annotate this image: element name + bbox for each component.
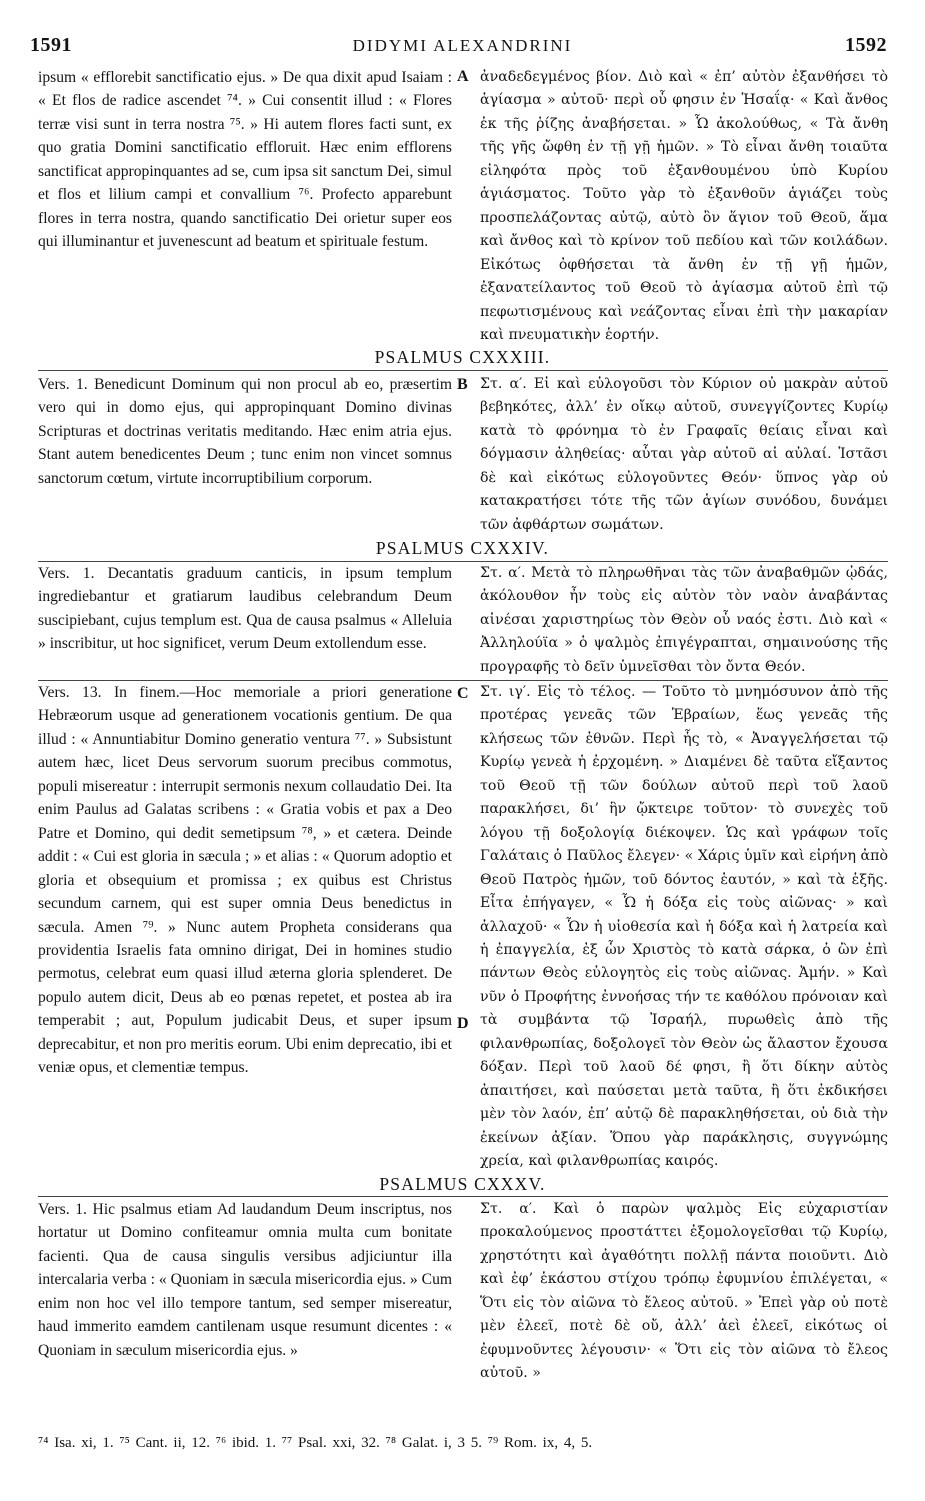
latin-paragraph: Vers. 1. Benedicunt Dominum qui non procul ab eo, præsertim vero qui in domo ejus, qui appropinquant Domino divinas Scripturas et doctrinas veritatis meditando. Hæc enim atria ejus. Stant autem benedicentes Deum ; tunc enim non vincet somnus sanctorum cœtum, virtute incorruptibilium corporum. <box>38 376 452 487</box>
section-divider <box>38 1196 888 1197</box>
greek-paragraph: ἀναδεδεγμένος βίον. Διὸ καὶ « ἐπ’ αὐτὸν ἐξανθήσει τὸ ἁγίασμα » αὐτοῦ· περὶ οὗ φησιν ἐν Ἡσαΐᾳ· « Καὶ ἄνθος ἐκ τῆς ῥίζης ἀναβήσεται. » Ὧ ἀκολούθως, « Τὰ ἄνθη τῆς γῆς ὤφθη ἐν τῇ γῇ ἡμῶν. » Τὸ εἶναι ἄνθη τοιαῦτα εἰληφότα πρὸς τοῦ ἐξανθουμένου ὑπὸ Κυρίου ἁγιάσματος. Τοῦτο γὰρ τὸ ἐξανθοῦν ἁγιάζει τοὺς προσπελάζοντας αὐτῷ, αὐτὸ ὂν ἅγιον τοῦ Θεοῦ, ἅμα καὶ ἄνθος καὶ τὸ κρίνον τοῦ πεδίου καὶ τῶν κοιλάδων. Εἰκότως ὀφθήσεται τὰ ἄνθη ἐν τῇ γῇ ἡμῶν, ἐξανατείλαντος τοῦ Θεοῦ τὸ ἁγίασμα αὐτοῦ ἐπὶ τῷ πεφωτισμένους καὶ νεάζοντας εἶναι ἐπὶ τὴν μακαρίαν καὶ πνευματικὴν ἑορτήν. <box>480 69 888 343</box>
psalm-133-title: PSALMUS CXXXIII. <box>374 347 551 367</box>
greek-column-continuation <box>480 66 888 350</box>
greek-column-psalm-134-verse-13 <box>480 681 888 1171</box>
footnotes: ⁷⁴ Isa. xi, 1. ⁷⁵ Cant. ii, 12. ⁷⁶ ibid. 1. ⁷⁷ Psal. xxi, 32. ⁷⁸ Galat. i, 3 5. ⁷⁹ Rom. ix, 4, 5. <box>38 1435 593 1451</box>
greek-paragraph: Στ. α′. Εἰ καὶ εὐλογοῦσι τὸν Κύριον οὐ μακρὰν αὐτοῦ βεβηκότες, ἀλλ’ ἐν οἴκῳ αὐτοῦ, συνεγγίζοντες Κυρίῳ κατὰ τὸ φρόνημα τὸ ἐν Γραφαῖς θείαις εἶναι καὶ δόγμασιν ἀληθείας· αὗται γὰρ αὐτοῦ αἱ αὐλαί. Ἱστᾶσι δὲ καὶ εἰκότως εὐλογοῦντες Θεόν· ὕπνος γὰρ οὐ κατακρατήσει τότε τῆς τῶν ἁγίων συνόδου, δυνάμει τῶν ἀφθάρτων σωμάτων. <box>480 376 888 533</box>
margin-letter-c: C <box>457 685 469 702</box>
right-page-number: 1592 <box>845 34 887 56</box>
greek-paragraph: Στ. α′. Μετὰ τὸ πληρωθῆναι τὰς τῶν ἀναβαθμῶν ᾠδάς, ἀκόλουθον ἦν τοὺς εἰς αὐτὸν τὸν ναὸν ἀναβάντας αἰνέσαι χαριστηρίως τὸν Θεὸν οὗ ναός ἐστι. Διὸ καὶ « Ἀλληλούϊα » ὁ ψαλμὸς ἐπιγέγραπται, σημαινούσης τῆς προγραφῆς τὸ δεῖν ὑμνεῖσθαι τὸν ὄντα Θεόν. <box>480 565 888 675</box>
latin-paragraph: Vers. 13. In finem.—Hoc memoriale a priori generatione Hebræorum usque ad generationem vocationis gentium. De qua illud : « Annuntiabitur Domino generatio ventura ⁷⁷. » Subsistunt autem hæc, licet Deus servorum suorum precibus commotus, populi misereatur : interrupit sermonis nexum collaudatio Dei. Ita enim Paulus ad Galatas scribens : « Gratia vobis et pax a Deo Patre et Domino, qui dedit semetipsum ⁷⁸, » et cætera. Deinde addit : « Cui est gloria in sæcula ; » et alias : « Quorum adoptio et gloria et obsequium et promissa ; ex quibus est Christus secundum carnem, qui est super omnia Deus benedictus in sæcula. Amen ⁷⁹. » Nunc autem Propheta considerans qua providentia Israelis fata omnino dirigat, Dei in homines studio permotus, celebrat eum quasi illud æterna gloria splenderet. De populo autem dicit, Deus ab eo pœnas repetet, et postea ab ira temperabit ; aut, Populum judicabit Deus, et super ipsum deprecabitur, et non pro meritis eorum. Ubi enim deprecatio, ibi et veniæ opus, et clementiæ tempus. <box>38 684 452 1077</box>
left-page-number: 1591 <box>30 34 72 56</box>
greek-paragraph: Στ. α′. Καὶ ὁ παρὼν ψαλμὸς Εἰς εὐχαριστίαν προκαλούμενος προστάττει ἐξομολογεῖσθαι τῷ Κυρίῳ, χρηστότητι καὶ ἀγαθότητι πολλῇ πάντα ποιοῦντι. Διὸ καὶ ἐφ’ ἑκάστου στίχου τρόπῳ ἐφυμνίου ἐπιλέγεται, « Ὅτι εἰς τὸν αἰῶνα τὸ ἔλεος αὐτοῦ. » Ἐπεὶ γὰρ οὐ ποτὲ μὲν ἐλεεῖ, ποτὲ δὲ οὔ, ἀλλ’ ἀεὶ ἐλεεῖ, εἰκότως οἱ ἐφυμνοῦντες λέγουσιν· « Ὅτι εἰς τὸν αἰῶνα τὸ ἔλεος αὐτοῦ. » <box>480 1201 888 1382</box>
margin-letter-a: A <box>457 68 469 85</box>
psalm-134-title: PSALMUS CXXXIV. <box>375 538 550 558</box>
latin-column-continuation <box>38 66 452 326</box>
latin-column-psalm-134-verse-13 <box>38 681 452 1171</box>
greek-paragraph: Στ. ιγ′. Εἰς τὸ τέλος. — Τοῦτο τὸ μνημόσυνον ἀπὸ τῆς προτέρας γενεᾶς τῶν Ἑβραίων, ἕως γενεᾶς τῆς κλήσεως τῶν ἐθνῶν. Περὶ ἧς τὸ, « Ἀναγγελήσεται τῷ Κυρίῳ γενεὰ ἡ ἐρχομένη. » Διαμένει δὲ ταῦτα εἴξαντος τοῦ Θεοῦ τῇ τῶν δούλων αὐτοῦ περὶ τοῦ λαοῦ παρακλήσει, δι’ ἣν ᾤκτειρε τοῦτον· τὸ συνεχὲς τοῦ λόγου τῇ δοξολογίᾳ διέκοψεν. Ὡς καὶ γράφων τοῖς Γαλάταις ὁ Παῦλος ἔλεγεν· « Χάρις ὑμῖν καὶ εἰρήνη ἀπὸ Θεοῦ Πατρὸς ἡμῶν, τοῦ δόντος ἑαυτόν, » καὶ τὰ ἑξῆς. Εἶτα ἐπήγαγεν, « Ὧ ἡ δόξα εἰς τοὺς αἰῶνας· » καὶ ἀλλαχοῦ· « Ὧν ἡ υἱοθεσία καὶ ἡ δόξα καὶ ἡ λατρεία καὶ ἡ ἐπαγγελία, ἐξ ὧν Χριστὸς τὸ κατὰ σάρκα, ὁ ὢν ἐπὶ πάντων Θεὸς εὐλογητὸς εἰς τοὺς αἰῶνας. Ἀμήν. » Καὶ νῦν ὁ Προφήτης ἐννοήσας τήν τε καθόλου πρόνοιαν καὶ τὰ συμβάντα τῷ Ἰσραήλ, πυρωθεὶς ἀπὸ τῆς φιλανθρωπίας, δοξολογεῖ τὸν Θεὸν ὡς ἄλαστον ἔχουσα δόξαν. Περὶ τοῦ λαοῦ δέ φησι, ἢ ὅτι δίκην αὐτὸς ἀπαιτήσει, καὶ παύσεται μετὰ ταῦτα, ἢ ὅτι ἐκδικήσει μὲν τὸν λαόν, ἐπ’ αὐτῷ δὲ παρακληθήσεται, οὐ διὰ τὴν ἐκείνων ἀξίαν. Ὅπου γὰρ παράκλησις, συγγνώμης χρεία, καὶ φιλανθρωπίας καιρός. <box>480 684 888 1170</box>
margin-letter-b: B <box>457 376 468 393</box>
latin-column-psalm-133 <box>38 373 452 539</box>
latin-column-psalm-135 <box>38 1198 452 1410</box>
psalm-135-title: PSALMUS CXXXV. <box>379 1174 546 1194</box>
latin-paragraph: ipsum « efflorebit sanctificatio ejus. » De qua dixit apud Isaiam : « Et flos de radice ascendet ⁷⁴. » Cui consentit illud : « Flores terræ visi sunt in terra nostra ⁷⁵. » Hi autem flores facti sunt, ex quo gratia Domini sanctificatio effloruit. Hæc enim efflorens sanctificat appropinquantes ad se, cum ipsa sit sanctum Dei, simul et flos et lilium campi et convallium ⁷⁶. Profecto apparebunt flores in terra nostra, quando sanctificatio Dei orietur super eos qui illuminantur et juvenescunt ad beatum et spirituale festum. <box>38 69 452 251</box>
latin-paragraph: Vers. 1. Decantatis graduum canticis, in ipsum templum ingrediebantur et gratiarum laudibus celebrandum Deum suscipiebant, cujus templum est. Qua de causa psalmus « Alleluia » inscribitur, ut hoc significet, verum Deum extollendum esse. <box>38 565 452 653</box>
latin-column-psalm-134 <box>38 562 452 680</box>
greek-column-psalm-134 <box>480 562 888 680</box>
page-header <box>0 34 925 68</box>
greek-column-psalm-135 <box>480 1198 888 1388</box>
running-title: DIDYMI ALEXANDRINI <box>352 36 573 55</box>
margin-letter-d: D <box>457 1015 469 1032</box>
latin-paragraph: Vers. 1. Hic psalmus etiam Ad laudandum Deum inscriptus, nos hortatur ut Domino confiteamur omnia multa cum bonitate facienti. Qua de causa singulis versibus adjiciuntur illa intercalaria verba : « Quoniam in sæcula misericordia ejus. » Cum enim non hoc vel illo tempore tantum, sed semper misereatur, haud immerito eamdem cantilenam usque resumunt dicentes : « Quoniam in sæculum misericordia ejus. » <box>38 1201 452 1359</box>
greek-column-psalm-133 <box>480 373 888 539</box>
section-divider <box>38 370 888 371</box>
